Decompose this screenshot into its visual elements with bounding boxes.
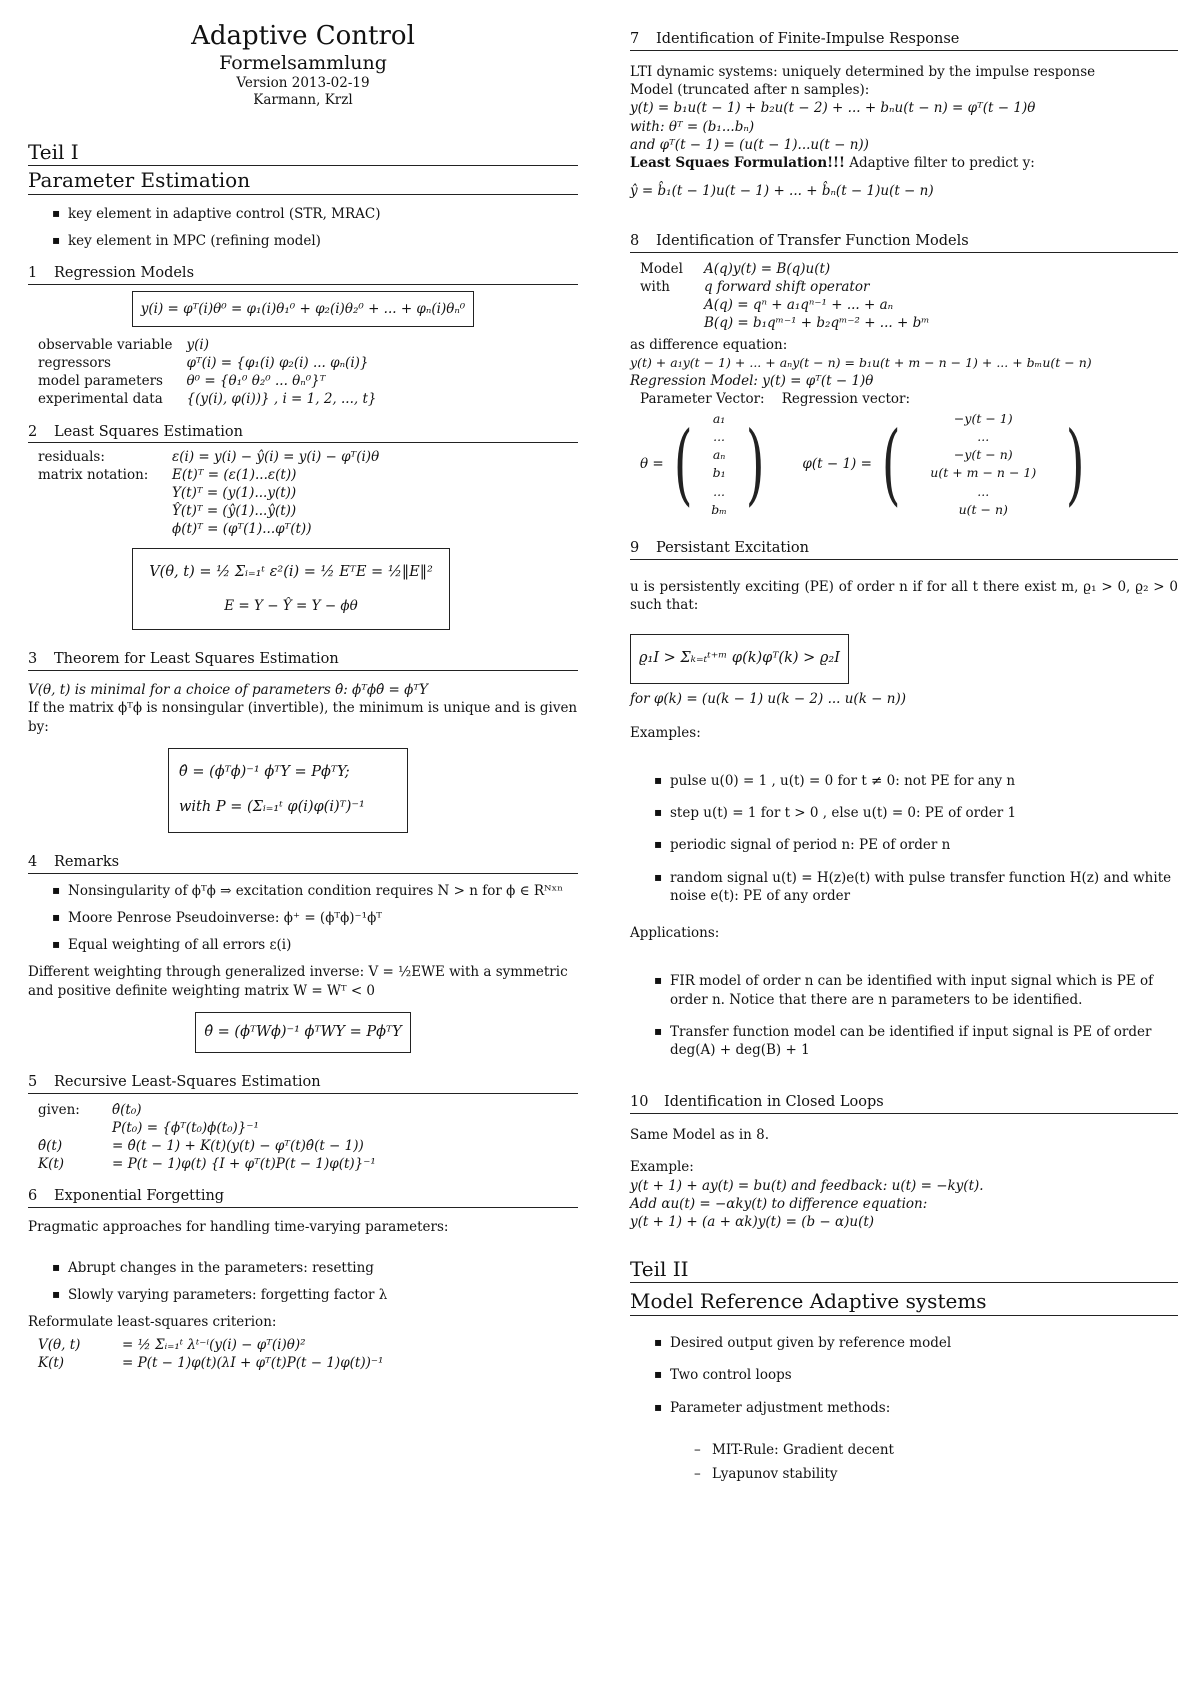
section-heading: 10 Identification in Closed Loops xyxy=(630,1093,1178,1114)
document-title: Adaptive Control xyxy=(191,21,415,51)
theta-vector: ( a₁ ... aₙ b₁ ... bₘ ) xyxy=(673,411,765,517)
tf-text: as difference equation: y(t) + a₁y(t − 1) + ... + aₙy(t − n) = b₁u(t + m − n − 1) + ... + bₘu(t − n) Regression Model: y(t) = φᵀ(t − 1)θ xyxy=(630,337,1092,389)
list-item: ▪ Transfer function model can be identified if input signal is PE of order deg(A) + deg(B) + 1 xyxy=(670,1023,1178,1059)
list-item: ▪ Two control loops xyxy=(670,1366,1178,1384)
list-item: ▪ Parameter adjustment methods: xyxy=(670,1399,1178,1417)
list-item: ▪ Desired output given by reference model xyxy=(670,1334,1178,1352)
section-heading: 4 Remarks xyxy=(28,853,578,874)
vector-definitions: θ = ( a₁ ... aₙ b₁ ... bₘ ) φ(t − 1) = ( −y(t − 1) ... −y(t − n) u(t + m − n − 1) ... u(t − n) ) xyxy=(630,410,1178,519)
intro-bullet-list xyxy=(28,205,578,250)
part-title: Parameter Estimation xyxy=(28,166,578,195)
left-column xyxy=(28,0,578,1377)
tf-model-definitions: Model A(q)y(t) = B(q)u(t) with q forward shift operator A(q) = qⁿ + a₁qⁿ⁻¹ + ... + aₙ B(q) = b₁qᵐ⁻¹ + b₂qᵐ⁻² + ... + bᵐ xyxy=(640,261,930,331)
mras-list xyxy=(630,1334,1178,1417)
document-subtitle: Formelsammlung xyxy=(219,51,387,74)
paragraph: u is persistently exciting (PE) of order n if for all t there exist m, ϱ₁ > 0, ϱ₂ > 0 such that: xyxy=(630,578,1178,613)
right-column xyxy=(630,0,1178,1489)
section-heading: 7 Identification of Finite-Impulse Response xyxy=(630,30,1178,51)
list-item: ▪ Moore Penrose Pseudoinverse: ϕ⁺ = (ϕᵀϕ)⁻¹ϕᵀ xyxy=(68,909,578,927)
forgetting-equations: V(θ, t) = ½ Σᵢ₌₁ᵗ λᵗ⁻ⁱ(y(i) − φᵀ(i)θ)² K(t) = P(t − 1)φ(t)(λI + φᵀ(t)P(t − 1)φ(t))⁻¹ xyxy=(38,1337,384,1371)
phi-vector: ( −y(t − 1) ... −y(t − n) u(t + m − n − 1) ... u(t − n) ) xyxy=(881,411,1085,517)
vector-labels: Parameter Vector: Regression vector: xyxy=(640,390,911,407)
list-item: ▪ Equal weighting of all errors ε(i) xyxy=(68,936,578,954)
list-item: ▪ key element in adaptive control (STR, MRAC) xyxy=(68,205,578,223)
pe-condition-box: ϱ₁I > Σₖ₌ₜᵗ⁺ᵐ φ(k)φᵀ(k) > ϱ₂I xyxy=(630,634,849,684)
cost-function-box: V(θ, t) = ½ Σᵢ₌₁ᵗ ε²(i) = ½ EᵀE = ½‖E‖² E = Y − Ŷ = Y − ϕθ xyxy=(132,548,450,630)
remarks-list xyxy=(28,882,578,955)
list-item: ▪ Nonsingularity of ϕᵀϕ ⇒ excitation condition requires N > n for ϕ ∈ Rᴺˣⁿ xyxy=(68,882,578,900)
forgetting-list xyxy=(28,1259,578,1304)
ls-solution-box: θ̂ = (ϕᵀϕ)⁻¹ ϕᵀY = PϕᵀY; with P = (Σᵢ₌₁ᵗ φ(i)φ(i)ᵀ)⁻¹ xyxy=(168,748,408,833)
least-squares-definitions: residuals: ε(i) = y(i) − ŷ(i) = y(i) − φᵀ(i)θ matrix notation: E(t)ᵀ = (ε(1)...ε(t)) Y(t)ᵀ = (y(1)...y(t)) Ŷ(t)ᵀ = (ŷ(1)...ŷ(t)) ϕ(t)ᵀ = (φᵀ(1)...φᵀ(t)) xyxy=(38,449,380,537)
list-item: ▪ periodic signal of period n: PE of order n xyxy=(670,836,1178,854)
weighted-ls-box: θ̂ = (ϕᵀWϕ)⁻¹ ϕᵀWY = PϕᵀY xyxy=(195,1012,410,1054)
list-item: ▪ random signal u(t) = H(z)e(t) with pulse transfer function H(z) and white noise e(t): PE of any order xyxy=(670,869,1178,905)
examples-label: Examples: xyxy=(630,724,701,741)
part-label: Teil II xyxy=(630,1257,1178,1283)
paragraph: Same Model as in 8. xyxy=(630,1127,770,1144)
document-version: Version 2013-02-19 xyxy=(236,74,370,91)
document-authors: Karmann, Krzl xyxy=(253,92,353,109)
pe-phi-definition: for φ(k) = (u(k − 1) u(k − 2) ... u(k − n)) xyxy=(630,690,906,707)
fir-text: LTI dynamic systems: uniquely determined by the impulse response Model (truncated after n samples): y(t) = b₁u(t − 1) + b₂u(t − 2) + ... + bₙu(t − n) = φᵀ(t − 1)θ with: θᵀ = (b₁...bₙ) and φᵀ(t − 1) = (u(t − 1)...u(t − n)) Least Squaes Formulation!!! Adaptive filter to predict y: ŷ = b̂₁(t − 1)u(t − 1) + ... + b̂ₙ(t − 1)u(t − n) xyxy=(630,63,1096,200)
applications-label: Applications: xyxy=(630,925,720,942)
paragraph: If the matrix ϕᵀϕ is nonsingular (invertible), the minimum is unique and is given by: xyxy=(28,700,578,735)
regression-definitions: observable variable y(i) regressors φᵀ(i) = {φ₁(i) φ₂(i) ... φₙ(i)} model parameters θ⁰ = {θ₁⁰ θ₂⁰ ... θₙ⁰}ᵀ experimental data {(y(i), φ(i))} , i = 1, 2, ..., t} xyxy=(38,337,377,407)
part-label: Teil I xyxy=(28,140,578,166)
paragraph: Different weighting through generalized inverse: V = ½EWE with a symmetric and positive definite weighting matrix W = Wᵀ < 0 xyxy=(28,964,568,999)
list-item: – Lyapunov stability xyxy=(712,1465,1178,1483)
section-heading: 8 Identification of Transfer Function Models xyxy=(630,232,1178,253)
closed-loop-example: Example: y(t + 1) + ay(t) = bu(t) and feedback: u(t) = −ky(t). Add αu(t) = −αky(t) to difference equation: y(t + 1) + (a + αk)y(t) = (b − α)u(t) xyxy=(630,1159,984,1230)
list-item: ▪ Slowly varying parameters: forgetting factor λ xyxy=(68,1286,578,1304)
section-heading: 2 Least Squares Estimation xyxy=(28,423,578,444)
section-heading: 9 Persistant Excitation xyxy=(630,539,1178,560)
rls-equations: given: θ̂(t₀) P(t₀) = {ϕᵀ(t₀)ϕ(t₀)}⁻¹ θ̂(t) = θ̂(t − 1) + K(t)(y(t) − φᵀ(t)θ̂(t − 1)) K(t) = P(t − 1)φ(t) {I + φᵀ(t)P(t − 1)φ(t)}⁻¹ xyxy=(38,1102,376,1172)
examples-list xyxy=(630,772,1178,905)
list-item: ▪ key element in MPC (refining model) xyxy=(68,232,578,250)
document-title-block xyxy=(28,22,578,110)
regression-equation-box: y(i) = φᵀ(i)θ⁰ = φ₁(i)θ₁⁰ + φ₂(i)θ₂⁰ + ... + φₙ(i)θₙ⁰ xyxy=(132,291,474,327)
applications-list xyxy=(630,972,1178,1059)
section-heading: 1 Regression Models xyxy=(28,264,578,285)
paragraph: V(θ, t) is minimal for a choice of parameters θ̂: ϕᵀϕθ̂ = ϕᵀY xyxy=(28,682,428,699)
list-item: ▪ FIR model of order n can be identified with input signal which is PE of order n. Notice that there are n parameters to be identified. xyxy=(670,972,1178,1008)
adjustment-methods-list xyxy=(630,1441,1178,1483)
list-item: ▪ pulse u(0) = 1 , u(t) = 0 for t ≠ 0: not PE for any n xyxy=(670,772,1178,790)
paragraph: Reformulate least-squares criterion: xyxy=(28,1313,277,1330)
list-item: ▪ Abrupt changes in the parameters: resetting xyxy=(68,1259,578,1277)
part-title: Model Reference Adaptive systems xyxy=(630,1287,1178,1316)
section-heading: 5 Recursive Least-Squares Estimation xyxy=(28,1073,578,1094)
list-item: ▪ step u(t) = 1 for t > 0 , else u(t) = 0: PE of order 1 xyxy=(670,804,1178,822)
list-item: – MIT-Rule: Gradient decent xyxy=(712,1441,1178,1459)
section-heading: 3 Theorem for Least Squares Estimation xyxy=(28,650,578,671)
section-heading: 6 Exponential Forgetting xyxy=(28,1187,578,1208)
paragraph: Pragmatic approaches for handling time-varying parameters: xyxy=(28,1219,449,1236)
